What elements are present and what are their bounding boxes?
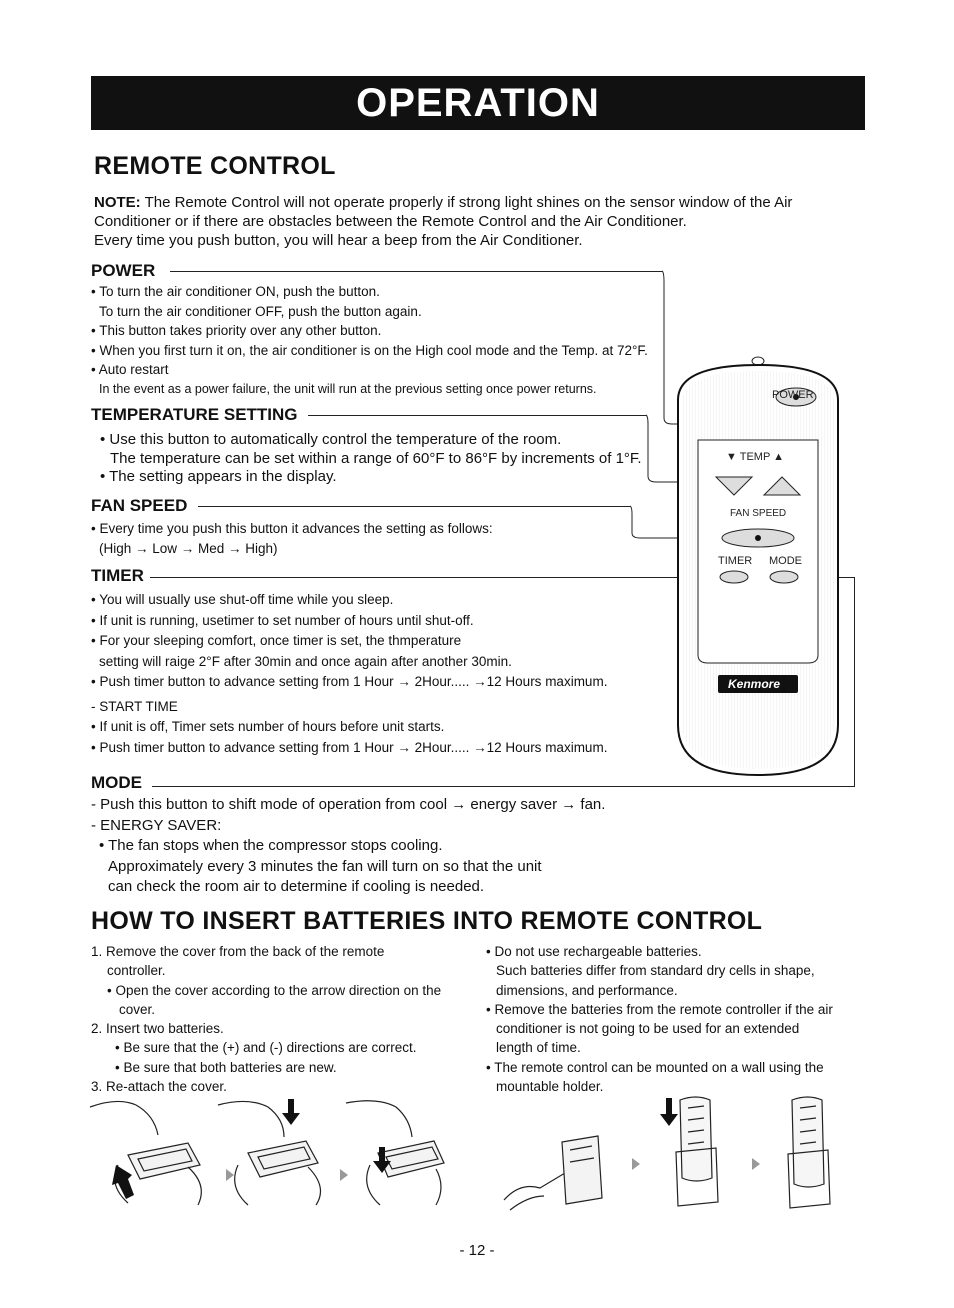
timer-title: TIMER <box>91 566 144 585</box>
timer-line: - START TIME <box>91 698 178 714</box>
remote-label-power: POWER <box>772 389 814 401</box>
remote-label-mode: MODE <box>769 555 802 567</box>
batteries-steps <box>91 942 441 1096</box>
battery-step: • Be sure that the (+) and (-) directions are correct. <box>115 1040 417 1056</box>
note-text: The Remote Control will not operate properly if strong light shines on the sensor window of the Air <box>140 194 793 211</box>
mode-line: Approximately every 3 minutes the fan will turn on so that the unit <box>108 857 542 875</box>
timer-button-shape <box>720 571 748 583</box>
battery-insertion-illustration <box>88 1095 448 1210</box>
timer-line: • You will usually use shut-off time while you sleep. <box>91 592 394 607</box>
temperature-line: • The setting appears in the display. <box>100 468 337 485</box>
wall-holder-illustration <box>500 1092 845 1214</box>
note-line-2: Conditioner or if there are obstacles between the Remote Control and the Air Conditioner. <box>94 213 687 230</box>
temperature-title: TEMPERATURE SETTING <box>91 405 298 424</box>
battery-note: • Do not use rechargeable batteries. <box>486 944 702 959</box>
power-line: • This button takes priority over any other button. <box>91 323 382 338</box>
timer-line: • If unit is off, Timer sets number of hours before unit starts. <box>91 719 445 734</box>
arrow-right-icon <box>340 1169 348 1181</box>
remote-label-timer: TIMER <box>718 555 753 567</box>
page-banner: OPERATION <box>91 76 865 130</box>
battery-step: controller. <box>107 963 166 979</box>
note-label: NOTE: <box>94 194 141 211</box>
battery-step: cover. <box>119 1001 156 1017</box>
battery-step: 2. Insert two batteries. <box>91 1021 224 1037</box>
battery-note: conditioner is not going to be used for an extended <box>496 1021 800 1037</box>
temperature-line: The temperature can be set within a range of 60°F to 86°F by increments of 1°F. <box>110 449 642 467</box>
timer-line: • Push timer button to advance setting from 1 Hour → 2Hour..... →12 Hours maximum. <box>91 739 608 755</box>
power-line: • To turn the air conditioner ON, push the button. <box>91 284 380 299</box>
arrow-down-icon <box>282 1099 300 1125</box>
temperature-line: • Use this button to automatically control the temperature of the room. <box>100 431 562 448</box>
power-title: POWER <box>91 261 156 280</box>
timer-line: • For your sleeping comfort, once timer is set, the thmperature <box>91 633 462 648</box>
battery-note: • The remote control can be mounted on a wall using the <box>486 1059 824 1075</box>
mode-title: MODE <box>91 773 142 792</box>
timer-line: setting will raige 2°F after 30min and once again after another 30min. <box>99 653 512 669</box>
fan-speed-line: (High → Low → Med → High) <box>99 540 278 556</box>
mode-line: • The fan stops when the compressor stops cooling. <box>99 837 443 854</box>
remote-label-fan-speed: FAN SPEED <box>730 508 787 519</box>
power-line: To turn the air conditioner OFF, push the button again. <box>99 303 422 319</box>
battery-step: 3. Re-attach the cover. <box>91 1079 227 1095</box>
remote-body <box>668 355 848 785</box>
battery-note: dimensions, and performance. <box>496 982 678 998</box>
battery-note: length of time. <box>496 1040 581 1056</box>
remote-label-temp: ▼ TEMP ▲ <box>726 451 785 463</box>
remote-label-brand: Kenmore <box>728 677 781 691</box>
mode-line: can check the room air to determine if cooling is needed. <box>108 878 485 895</box>
remote-control-heading: REMOTE CONTROL <box>94 152 336 180</box>
battery-note: • Remove the batteries from the remote controller if the air <box>486 1001 833 1017</box>
battery-step: 1. Remove the cover from the back of the remote <box>91 944 385 959</box>
arrow-right-icon <box>632 1158 640 1170</box>
timer-line: • If unit is running, usetimer to set number of hours until shut-off. <box>91 612 474 628</box>
arrow-icon <box>112 1165 134 1199</box>
arrow-right-icon <box>226 1169 234 1181</box>
battery-note: Such batteries differ from standard dry cells in shape, <box>496 963 815 979</box>
battery-note: mountable holder. <box>496 1079 604 1095</box>
mode-line: - ENERGY SAVER: <box>91 816 222 834</box>
timer-line: • Push timer button to advance setting from 1 Hour → 2Hour..... →12 Hours maximum. <box>91 674 608 689</box>
batteries-notes <box>486 942 833 1096</box>
arrow-down-icon <box>660 1098 678 1126</box>
mode-line: - Push this button to shift mode of operation from cool → energy saver → fan. <box>91 796 606 813</box>
battery-step: • Be sure that both batteries are new. <box>115 1059 337 1075</box>
fan-speed-line: • Every time you push this button it advances the setting as follows: <box>91 521 493 536</box>
mode-button-shape <box>770 571 798 583</box>
power-line: • Auto restart <box>91 362 169 377</box>
power-line: • When you first turn it on, the air conditioner is on the High cool mode and the Temp. at 72°F. <box>91 342 648 358</box>
remote-control-illustration <box>668 355 848 790</box>
page-number: - 12 - <box>459 1242 495 1259</box>
fan-speed-title: FAN SPEED <box>91 496 188 515</box>
battery-step: • Open the cover according to the arrow direction on the <box>107 982 442 998</box>
arrow-right-icon <box>752 1158 760 1170</box>
power-line: In the event as a power failure, the unit will run at the previous setting once power returns. <box>99 381 597 396</box>
batteries-heading: HOW TO INSERT BATTERIES INTO REMOTE CONTROL <box>91 907 763 935</box>
note-line-3: Every time you push button, you will hear a beep from the Air Conditioner. <box>94 232 583 249</box>
